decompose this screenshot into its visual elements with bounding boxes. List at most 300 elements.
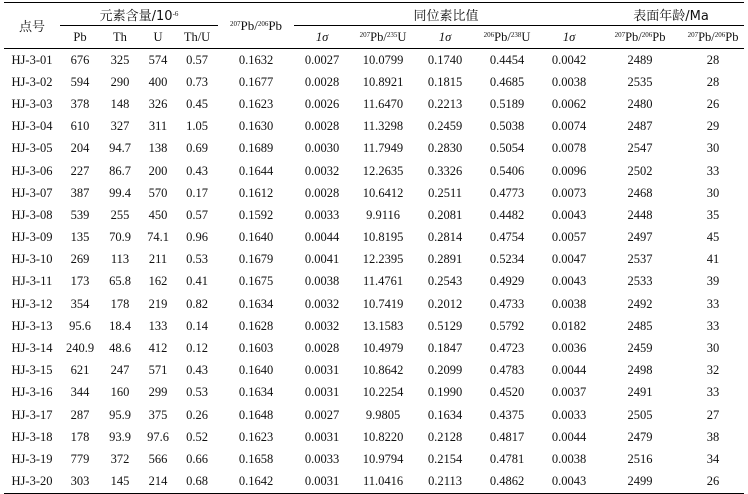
cell-thu-ratio: 0.53: [186, 385, 208, 400]
cell-thu-ratio: 0.41: [186, 274, 208, 289]
header-u: U: [153, 29, 163, 44]
cell-sigma-207-235: 0.2154: [427, 451, 463, 466]
cell-age-207-206: 2491: [627, 385, 653, 400]
cell-sigma-206-238: 0.0042: [551, 52, 587, 67]
cell-spot-id: HJ-3-08: [11, 207, 53, 222]
cell-spot-id: HJ-3-19: [11, 451, 53, 466]
cell-ratio-206-238: 0.4375: [489, 407, 525, 422]
table-row: [4, 271, 744, 293]
cell-ratio-207-235: 10.7419: [362, 296, 404, 311]
header-isotope-ratio-group: 同位素比值: [294, 3, 598, 26]
cell-u-content: 138: [148, 141, 168, 156]
cell-thu-ratio: 0.53: [186, 252, 208, 267]
header-row-columns: [4, 26, 744, 49]
cell-thu-ratio: 0.66: [186, 451, 208, 466]
cell-sigma-207-206: 0.0028: [304, 341, 340, 356]
cell-sigma-207-235: 0.2891: [427, 252, 463, 267]
cell-pb-content: 303: [70, 474, 90, 489]
table-body: [4, 49, 744, 494]
cell-ratio-207-206: 0.1644: [238, 163, 274, 178]
cell-thu-ratio: 0.26: [186, 407, 208, 422]
cell-ratio-207-206: 0.1592: [238, 207, 274, 222]
header-thu: Th/U: [183, 29, 211, 44]
cell-thu-ratio: 0.69: [186, 141, 208, 156]
cell-spot-id: HJ-3-12: [11, 296, 53, 311]
cell-ratio-207-206: 0.1648: [238, 407, 274, 422]
cell-u-content: 574: [148, 52, 168, 67]
cell-th-content: 145: [110, 474, 130, 489]
cell-sigma-206-238: 0.0038: [551, 451, 587, 466]
cell-sigma-207-206: 0.0031: [304, 385, 340, 400]
cell-thu-ratio: 1.05: [186, 119, 208, 134]
cell-age-error: 28: [706, 52, 720, 67]
cell-spot-id: HJ-3-11: [11, 274, 53, 289]
cell-ratio-206-238: 0.5406: [489, 163, 525, 178]
cell-th-content: 372: [110, 451, 130, 466]
cell-ratio-206-238: 0.5189: [489, 96, 525, 111]
cell-age-207-206: 2537: [627, 252, 653, 267]
cell-u-content: 450: [148, 207, 168, 222]
cell-ratio-207-235: 10.6412: [362, 185, 404, 200]
cell-ratio-207-206: 0.1630: [238, 119, 274, 134]
cell-age-207-206: 2499: [627, 474, 653, 489]
cell-age-207-206: 2516: [627, 451, 653, 466]
cell-spot-id: HJ-3-04: [11, 119, 53, 134]
table-row: [4, 204, 744, 226]
cell-ratio-206-238: 0.4685: [489, 74, 525, 89]
cell-sigma-206-238: 0.0043: [551, 207, 587, 222]
cell-ratio-206-238: 0.5792: [489, 318, 525, 333]
cell-ratio-206-238: 0.5038: [489, 119, 525, 134]
cell-ratio-207-235: 13.1583: [362, 318, 404, 333]
cell-sigma-207-206: 0.0044: [304, 230, 340, 245]
cell-sigma-207-235: 0.2213: [427, 96, 463, 111]
cell-ratio-207-235: 10.9794: [362, 451, 404, 466]
cell-pb-content: 240.9: [65, 341, 95, 356]
cell-age-207-206: 2489: [627, 52, 653, 67]
cell-ratio-207-206: 0.1612: [238, 185, 274, 200]
cell-age-207-206: 2535: [627, 74, 653, 89]
cell-sigma-207-206: 0.0033: [304, 207, 340, 222]
cell-u-content: 400: [148, 74, 168, 89]
cell-ratio-206-238: 0.4783: [489, 363, 525, 378]
cell-th-content: 70.9: [109, 230, 131, 245]
cell-age-error: 41: [706, 252, 720, 267]
cell-ratio-206-238: 0.4781: [489, 451, 525, 466]
cell-spot-id: HJ-3-15: [11, 363, 53, 378]
cell-sigma-206-238: 0.0057: [551, 230, 587, 245]
cell-ratio-207-235: 10.2254: [362, 385, 404, 400]
cell-sigma-207-235: 0.2012: [427, 296, 463, 311]
cell-sigma-206-238: 0.0043: [551, 474, 587, 489]
cell-ratio-207-235: 9.9805: [365, 407, 401, 422]
cell-spot-id: HJ-3-02: [11, 74, 53, 89]
cell-pb-content: 378: [70, 96, 90, 111]
cell-age-error: 29: [706, 119, 720, 134]
cell-sigma-206-238: 0.0038: [551, 74, 587, 89]
cell-age-207-206: 2502: [627, 163, 653, 178]
cell-sigma-207-235: 0.2543: [427, 274, 463, 289]
cell-ratio-207-206: 0.1634: [238, 296, 274, 311]
cell-age-207-206: 2505: [627, 407, 653, 422]
cell-th-content: 255: [110, 207, 130, 222]
header-ratio-206-238: $^{206}$Pb/$^{238}$U: [483, 29, 531, 44]
cell-ratio-207-206: 0.1679: [238, 252, 274, 267]
table-row: [4, 315, 744, 337]
cell-u-content: 412: [148, 341, 168, 356]
cell-pb-content: 344: [70, 385, 90, 400]
cell-sigma-206-238: 0.0073: [551, 185, 587, 200]
cell-ratio-207-235: 10.0799: [362, 52, 404, 67]
cell-sigma-207-206: 0.0041: [304, 252, 340, 267]
cell-u-content: 326: [148, 96, 168, 111]
cell-sigma-207-206: 0.0030: [304, 141, 340, 156]
table-row: [4, 448, 744, 470]
cell-spot-id: HJ-3-14: [11, 341, 53, 356]
cell-sigma-207-235: 0.2128: [427, 429, 463, 444]
cell-thu-ratio: 0.17: [186, 185, 208, 200]
cell-ratio-207-206: 0.1677: [238, 74, 274, 89]
cell-th-content: 160: [110, 385, 130, 400]
cell-thu-ratio: 0.52: [186, 429, 208, 444]
cell-sigma-207-235: 0.2081: [427, 207, 463, 222]
cell-ratio-206-238: 0.4482: [489, 207, 525, 222]
cell-sigma-207-235: 0.2511: [428, 185, 462, 200]
cell-spot-id: HJ-3-16: [11, 385, 53, 400]
cell-ratio-207-235: 12.2395: [362, 252, 404, 267]
cell-spot-id: HJ-3-06: [11, 163, 53, 178]
cell-thu-ratio: 0.57: [186, 207, 208, 222]
cell-u-content: 133: [148, 318, 168, 333]
cell-ratio-206-238: 0.4520: [489, 385, 525, 400]
cell-thu-ratio: 0.96: [186, 230, 208, 245]
table-row: [4, 293, 744, 315]
table-row: [4, 382, 744, 404]
cell-pb-content: 95.6: [69, 318, 91, 333]
cell-ratio-206-238: 0.4862: [489, 474, 525, 489]
cell-pb-content: 204: [70, 141, 90, 156]
table-row: [4, 337, 744, 359]
table-row: [4, 182, 744, 204]
header-age-207-206-error: $^{207}$Pb/$^{206}$Pb: [687, 29, 739, 44]
cell-spot-id: HJ-3-17: [11, 407, 53, 422]
cell-age-207-206: 2448: [627, 207, 653, 222]
cell-ratio-207-235: 9.9116: [366, 207, 400, 222]
cell-sigma-207-235: 0.2830: [427, 141, 463, 156]
cell-th-content: 94.7: [109, 141, 131, 156]
cell-age-error: 27: [706, 407, 720, 422]
cell-ratio-207-206: 0.1603: [238, 341, 274, 356]
cell-sigma-207-235: 0.2113: [428, 474, 462, 489]
cell-th-content: 178: [110, 296, 130, 311]
header-pb: Pb: [73, 29, 87, 44]
cell-th-content: 247: [110, 363, 130, 378]
cell-pb-content: 779: [70, 451, 90, 466]
cell-sigma-206-238: 0.0036: [551, 341, 587, 356]
cell-ratio-207-206: 0.1623: [238, 429, 274, 444]
table-row: [4, 249, 744, 271]
cell-u-content: 571: [148, 363, 168, 378]
header-ratio-207-235: $^{207}$Pb/$^{235}$U: [359, 29, 407, 44]
cell-sigma-207-206: 0.0026: [304, 96, 340, 111]
cell-spot-id: HJ-3-07: [11, 185, 53, 200]
header-age-group: 表面年龄/Ma: [598, 3, 744, 26]
cell-thu-ratio: 0.57: [186, 52, 208, 67]
table-row: [4, 227, 744, 249]
cell-spot-id: HJ-3-13: [11, 318, 53, 333]
cell-age-207-206: 2547: [627, 141, 653, 156]
cell-thu-ratio: 0.82: [186, 296, 208, 311]
cell-pb-content: 287: [70, 407, 90, 422]
cell-spot-id: HJ-3-09: [11, 230, 53, 245]
header-sigma-2: 1σ: [438, 29, 452, 44]
cell-age-207-206: 2492: [627, 296, 653, 311]
cell-thu-ratio: 0.45: [186, 96, 208, 111]
cell-th-content: 113: [110, 252, 130, 267]
header-row-groups: [4, 3, 744, 26]
cell-ratio-206-238: 0.5054: [489, 141, 525, 156]
cell-sigma-207-206: 0.0032: [304, 163, 340, 178]
cell-ratio-207-235: 10.4979: [362, 341, 404, 356]
table-row: [4, 49, 744, 72]
cell-ratio-207-206: 0.1628: [238, 318, 274, 333]
cell-pb-content: 178: [70, 429, 90, 444]
cell-sigma-207-235: 0.3326: [427, 163, 463, 178]
cell-sigma-206-238: 0.0037: [551, 385, 587, 400]
cell-pb-content: 269: [70, 252, 90, 267]
cell-th-content: 18.4: [109, 318, 131, 333]
cell-ratio-207-206: 0.1658: [238, 451, 274, 466]
cell-sigma-207-235: 0.5129: [427, 318, 463, 333]
cell-ratio-207-206: 0.1640: [238, 363, 274, 378]
cell-sigma-207-206: 0.0031: [304, 429, 340, 444]
cell-pb-content: 387: [70, 185, 90, 200]
cell-sigma-206-238: 0.0078: [551, 141, 587, 156]
cell-sigma-207-235: 0.2814: [427, 230, 463, 245]
table-row: [4, 426, 744, 448]
cell-th-content: 290: [110, 74, 130, 89]
cell-th-content: 48.6: [109, 341, 131, 356]
cell-th-content: 95.9: [109, 407, 131, 422]
cell-sigma-206-238: 0.0062: [551, 96, 587, 111]
cell-ratio-206-238: 0.4929: [489, 274, 525, 289]
header-sigma-3: 1σ: [562, 29, 576, 44]
cell-sigma-206-238: 0.0074: [551, 119, 587, 134]
zircon-u-pb-table: [4, 2, 744, 494]
cell-age-error: 38: [706, 429, 720, 444]
cell-th-content: 327: [110, 119, 130, 134]
cell-thu-ratio: 0.14: [186, 318, 208, 333]
cell-spot-id: HJ-3-03: [11, 96, 53, 111]
cell-u-content: 311: [148, 119, 168, 134]
cell-th-content: 86.7: [109, 163, 131, 178]
cell-sigma-207-206: 0.0033: [304, 451, 340, 466]
cell-u-content: 219: [148, 296, 168, 311]
cell-ratio-206-238: 0.4773: [489, 185, 525, 200]
cell-ratio-207-206: 0.1640: [238, 230, 274, 245]
cell-pb-content: 594: [70, 74, 90, 89]
cell-sigma-207-206: 0.0027: [304, 407, 340, 422]
cell-th-content: 325: [110, 52, 130, 67]
cell-age-207-206: 2533: [627, 274, 653, 289]
cell-sigma-207-206: 0.0031: [304, 474, 340, 489]
cell-thu-ratio: 0.43: [186, 363, 208, 378]
cell-u-content: 570: [148, 185, 168, 200]
cell-pb-content: 354: [70, 296, 90, 311]
cell-ratio-207-235: 11.3298: [362, 119, 404, 134]
header-th: Th: [113, 29, 127, 44]
cell-sigma-207-206: 0.0027: [304, 52, 340, 67]
cell-u-content: 214: [148, 474, 168, 489]
cell-sigma-206-238: 0.0044: [551, 363, 587, 378]
cell-age-error: 32: [706, 363, 720, 378]
cell-thu-ratio: 0.73: [186, 74, 208, 89]
cell-ratio-207-235: 11.7949: [362, 141, 404, 156]
cell-ratio-207-206: 0.1632: [238, 52, 274, 67]
cell-ratio-207-235: 12.2635: [362, 163, 404, 178]
cell-ratio-206-238: 0.4754: [489, 230, 525, 245]
cell-sigma-207-235: 0.2459: [427, 119, 463, 134]
cell-pb-content: 135: [70, 230, 90, 245]
table-row: [4, 93, 744, 115]
cell-pb-content: 539: [70, 207, 90, 222]
cell-thu-ratio: 0.12: [186, 341, 208, 356]
cell-u-content: 97.6: [147, 429, 169, 444]
cell-ratio-206-238: 0.5234: [489, 252, 525, 267]
header-ratio-207-206: $^{207}$Pb/$^{206}$Pb: [229, 17, 283, 33]
cell-sigma-207-206: 0.0028: [304, 119, 340, 134]
cell-sigma-206-238: 0.0096: [551, 163, 587, 178]
cell-ratio-206-238: 0.4817: [489, 429, 525, 444]
cell-sigma-206-238: 0.0033: [551, 407, 587, 422]
cell-age-207-206: 2485: [627, 318, 653, 333]
cell-age-error: 30: [706, 341, 720, 356]
cell-pb-content: 610: [70, 119, 90, 134]
cell-ratio-207-206: 0.1634: [238, 385, 274, 400]
cell-ratio-207-235: 11.4761: [362, 274, 404, 289]
cell-spot-id: HJ-3-01: [11, 52, 53, 67]
cell-sigma-206-238: 0.0038: [551, 296, 587, 311]
cell-sigma-206-238: 0.0182: [551, 318, 587, 333]
cell-age-error: 33: [706, 318, 720, 333]
cell-age-error: 35: [706, 207, 720, 222]
table-row: [4, 360, 744, 382]
cell-thu-ratio: 0.68: [186, 474, 208, 489]
cell-ratio-207-206: 0.1689: [238, 141, 274, 156]
cell-ratio-206-238: 0.4723: [489, 341, 525, 356]
cell-sigma-207-235: 0.1847: [427, 341, 463, 356]
table-row: [4, 160, 744, 182]
cell-ratio-207-206: 0.1623: [238, 96, 274, 111]
cell-age-207-206: 2487: [627, 119, 653, 134]
cell-ratio-206-238: 0.4733: [489, 296, 525, 311]
cell-u-content: 200: [148, 163, 168, 178]
cell-sigma-207-206: 0.0032: [304, 296, 340, 311]
cell-pb-content: 676: [70, 52, 90, 67]
cell-age-error: 26: [706, 474, 720, 489]
cell-ratio-206-238: 0.4454: [489, 52, 525, 67]
header-spot: 点号: [18, 20, 45, 35]
cell-age-error: 33: [706, 163, 720, 178]
cell-sigma-207-235: 0.1990: [427, 385, 463, 400]
cell-u-content: 299: [148, 385, 168, 400]
table-row: [4, 71, 744, 93]
cell-ratio-207-235: 11.6470: [362, 96, 404, 111]
cell-ratio-207-235: 10.8642: [362, 363, 404, 378]
cell-sigma-206-238: 0.0044: [551, 429, 587, 444]
cell-age-error: 39: [706, 274, 720, 289]
cell-thu-ratio: 0.43: [186, 163, 208, 178]
table-row: [4, 116, 744, 138]
cell-sigma-207-235: 0.1740: [427, 52, 463, 67]
cell-spot-id: HJ-3-10: [11, 252, 53, 267]
cell-ratio-207-235: 10.8220: [362, 429, 404, 444]
cell-age-error: 45: [706, 230, 720, 245]
cell-th-content: 93.9: [109, 429, 131, 444]
cell-age-error: 33: [706, 385, 720, 400]
zircon-data-table-container: [4, 2, 744, 494]
cell-sigma-207-206: 0.0038: [304, 274, 340, 289]
cell-u-content: 375: [148, 407, 168, 422]
cell-ratio-207-235: 10.8195: [362, 230, 404, 245]
cell-age-207-206: 2459: [627, 341, 653, 356]
cell-th-content: 65.8: [109, 274, 131, 289]
cell-ratio-207-206: 0.1642: [238, 474, 274, 489]
cell-u-content: 211: [148, 252, 168, 267]
cell-sigma-206-238: 0.0047: [551, 252, 587, 267]
cell-spot-id: HJ-3-20: [11, 474, 53, 489]
cell-pb-content: 173: [70, 274, 90, 289]
cell-u-content: 566: [148, 451, 168, 466]
table-row: [4, 138, 744, 160]
cell-sigma-207-235: 0.1815: [427, 74, 463, 89]
cell-age-207-206: 2479: [627, 429, 653, 444]
cell-sigma-207-206: 0.0028: [304, 74, 340, 89]
cell-age-207-206: 2497: [627, 230, 653, 245]
cell-age-207-206: 2468: [627, 185, 653, 200]
header-sigma-1: 1σ: [315, 29, 329, 44]
cell-spot-id: HJ-3-18: [11, 429, 53, 444]
cell-u-content: 162: [148, 274, 168, 289]
cell-pb-content: 227: [70, 163, 90, 178]
cell-th-content: 148: [110, 96, 130, 111]
cell-age-error: 34: [706, 451, 720, 466]
header-age-207-206: $^{207}$Pb/$^{206}$Pb: [614, 29, 666, 44]
cell-sigma-207-206: 0.0028: [304, 185, 340, 200]
table-row: [4, 404, 744, 426]
cell-age-error: 30: [706, 141, 720, 156]
cell-u-content: 74.1: [147, 230, 169, 245]
cell-ratio-207-235: 10.8921: [362, 74, 404, 89]
cell-sigma-207-206: 0.0031: [304, 363, 340, 378]
cell-ratio-207-206: 0.1675: [238, 274, 274, 289]
cell-sigma-206-238: 0.0043: [551, 274, 587, 289]
cell-sigma-207-206: 0.0032: [304, 318, 340, 333]
cell-age-error: 26: [706, 96, 720, 111]
cell-age-error: 28: [706, 74, 720, 89]
cell-pb-content: 621: [70, 363, 90, 378]
cell-age-error: 30: [706, 185, 720, 200]
cell-age-error: 33: [706, 296, 720, 311]
cell-age-207-206: 2498: [627, 363, 653, 378]
cell-sigma-207-235: 0.1634: [427, 407, 463, 422]
cell-age-207-206: 2480: [627, 96, 653, 111]
header-elements-group: 元素含量$/10^{-6}$: [60, 3, 218, 26]
cell-spot-id: HJ-3-05: [11, 141, 53, 156]
cell-sigma-207-235: 0.2099: [427, 363, 463, 378]
cell-th-content: 99.4: [109, 185, 131, 200]
cell-ratio-207-235: 11.0416: [362, 474, 404, 489]
